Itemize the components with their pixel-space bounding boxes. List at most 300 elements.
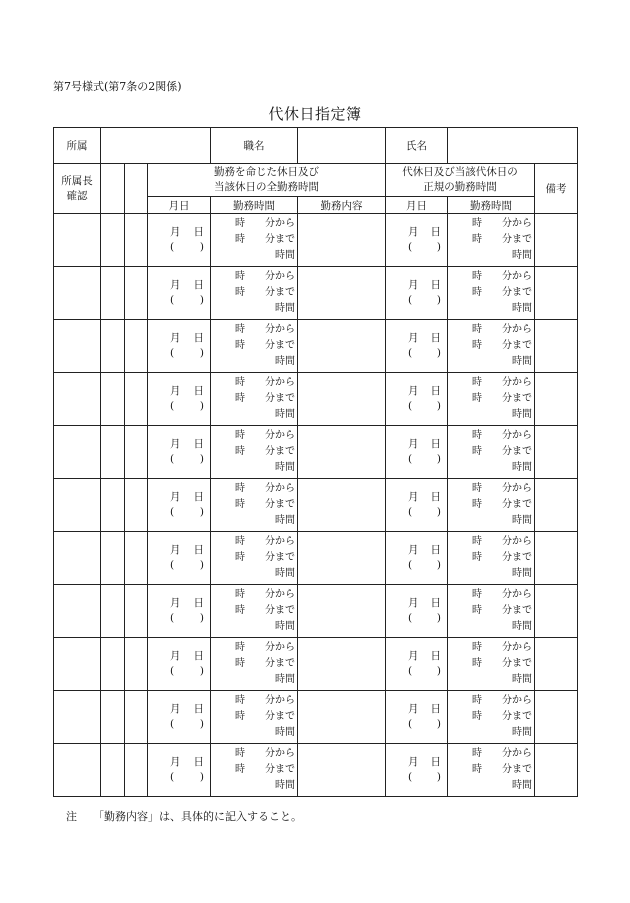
from-minutes-label: 分から bbox=[265, 536, 296, 547]
substitute-holiday-table bbox=[53, 127, 578, 797]
weekday-paren-close: ) bbox=[436, 400, 442, 412]
substitute-time-cell[interactable] bbox=[448, 320, 535, 373]
day-label: 日 bbox=[430, 650, 442, 662]
day-label: 日 bbox=[193, 650, 205, 662]
ordered-time-cell[interactable] bbox=[211, 691, 298, 744]
total-hours-label: 時間 bbox=[512, 356, 533, 367]
substitute-date-cell[interactable] bbox=[386, 479, 448, 532]
footnote-text: 「勤務内容」は、具体的に記入すること。 bbox=[93, 810, 302, 823]
day-label: 日 bbox=[430, 385, 442, 397]
substitute-holiday-header bbox=[386, 164, 535, 197]
ordered-time-cell[interactable] bbox=[211, 532, 298, 585]
hour-label: 時 bbox=[472, 764, 483, 775]
weekday-paren-open: ( bbox=[408, 559, 413, 571]
chief-confirm-line2: 確認 bbox=[66, 189, 88, 202]
day-label: 日 bbox=[193, 279, 205, 291]
month-label: 月 bbox=[170, 703, 181, 715]
hour-label: 時 bbox=[472, 340, 483, 351]
total-hours-label: 時間 bbox=[275, 780, 296, 791]
total-hours-label: 時間 bbox=[275, 409, 296, 420]
ordered-date-cell[interactable] bbox=[148, 267, 211, 320]
weekday-paren-open: ( bbox=[170, 453, 175, 465]
day-label: 日 bbox=[193, 438, 205, 450]
hour-label: 時 bbox=[235, 499, 246, 510]
hour-label: 時 bbox=[472, 393, 483, 404]
stamp-header-b bbox=[125, 164, 148, 214]
to-minutes-label: 分まで bbox=[265, 234, 296, 245]
hour-label: 時 bbox=[235, 536, 246, 547]
weekday-paren-close: ) bbox=[199, 559, 205, 571]
hour-label: 時 bbox=[472, 589, 483, 600]
hour-label: 時 bbox=[235, 711, 246, 722]
stamp-cell-a[interactable] bbox=[101, 426, 125, 479]
weekday-paren-open: ( bbox=[408, 400, 413, 412]
stamp-cell-b[interactable] bbox=[125, 214, 148, 267]
day-label: 日 bbox=[430, 438, 442, 450]
table-row bbox=[54, 585, 578, 638]
substitute-date-cell[interactable] bbox=[386, 267, 448, 320]
hour-label: 時 bbox=[472, 430, 483, 441]
document-title: 代休日指定簿 bbox=[268, 105, 362, 123]
total-hours-label: 時間 bbox=[512, 462, 533, 473]
stamp-cell-b[interactable] bbox=[125, 638, 148, 691]
ordered-time-cell[interactable] bbox=[211, 320, 298, 373]
stamp-cell-b[interactable] bbox=[125, 479, 148, 532]
hour-label: 時 bbox=[235, 324, 246, 335]
month-label: 月 bbox=[408, 597, 419, 609]
month-label: 月 bbox=[408, 650, 419, 662]
month-label: 月 bbox=[408, 756, 419, 768]
ordered-time-cell[interactable] bbox=[211, 744, 298, 797]
day-label: 日 bbox=[193, 491, 205, 503]
remarks-cell[interactable] bbox=[535, 691, 578, 744]
hour-label: 時 bbox=[235, 552, 246, 563]
substitute-time-cell[interactable] bbox=[448, 638, 535, 691]
hour-label: 時 bbox=[472, 536, 483, 547]
weekday-paren-close: ) bbox=[199, 771, 205, 783]
hour-label: 時 bbox=[472, 377, 483, 388]
stamp-cell-a[interactable] bbox=[101, 479, 125, 532]
weekday-paren-open: ( bbox=[408, 241, 413, 253]
work-content-cell[interactable] bbox=[298, 426, 386, 479]
from-minutes-label: 分から bbox=[502, 218, 533, 229]
day-label: 日 bbox=[430, 756, 442, 768]
total-hours-label: 時間 bbox=[275, 303, 296, 314]
ordered-time-cell[interactable] bbox=[211, 426, 298, 479]
month-label: 月 bbox=[170, 226, 181, 238]
stamp-cell-a[interactable] bbox=[101, 373, 125, 426]
stamp-cell-a[interactable] bbox=[101, 691, 125, 744]
ordered-month-day-header: 月日 bbox=[148, 197, 211, 214]
stamp-cell-b[interactable] bbox=[125, 426, 148, 479]
footnote bbox=[66, 808, 302, 824]
stamp-cell-a[interactable] bbox=[101, 320, 125, 373]
weekday-paren-close: ) bbox=[199, 612, 205, 624]
substitute-time-cell[interactable] bbox=[448, 267, 535, 320]
ordered-date-cell[interactable] bbox=[148, 426, 211, 479]
ordered-date-cell[interactable] bbox=[148, 214, 211, 267]
weekday-paren-close: ) bbox=[436, 559, 442, 571]
chief-confirm-cell[interactable] bbox=[54, 214, 101, 267]
substitute-time-cell[interactable] bbox=[448, 744, 535, 797]
ordered-holiday-line1: 勤務を命じた休日及び bbox=[214, 166, 319, 178]
stamp-cell-b[interactable] bbox=[125, 691, 148, 744]
hour-label: 時 bbox=[472, 695, 483, 706]
weekday-paren-open: ( bbox=[170, 718, 175, 730]
to-minutes-label: 分まで bbox=[502, 287, 533, 298]
table-row bbox=[54, 214, 578, 267]
weekday-paren-open: ( bbox=[408, 771, 413, 783]
hour-label: 時 bbox=[235, 218, 246, 229]
to-minutes-label: 分まで bbox=[502, 340, 533, 351]
ordered-date-cell[interactable] bbox=[148, 479, 211, 532]
month-label: 月 bbox=[170, 597, 181, 609]
remarks-cell[interactable] bbox=[535, 373, 578, 426]
to-minutes-label: 分まで bbox=[265, 393, 296, 404]
to-minutes-label: 分まで bbox=[502, 658, 533, 669]
from-minutes-label: 分から bbox=[265, 218, 296, 229]
hour-label: 時 bbox=[235, 430, 246, 441]
from-minutes-label: 分から bbox=[265, 483, 296, 494]
hour-label: 時 bbox=[472, 271, 483, 282]
weekday-paren-close: ) bbox=[436, 771, 442, 783]
ordered-time-cell[interactable] bbox=[211, 214, 298, 267]
ordered-date-cell[interactable] bbox=[148, 532, 211, 585]
chief-confirm-cell[interactable] bbox=[54, 373, 101, 426]
ordered-date-cell[interactable] bbox=[148, 373, 211, 426]
day-label: 日 bbox=[193, 385, 205, 397]
work-content-cell[interactable] bbox=[298, 638, 386, 691]
work-content-cell[interactable] bbox=[298, 479, 386, 532]
hour-label: 時 bbox=[472, 446, 483, 457]
from-minutes-label: 分から bbox=[265, 430, 296, 441]
hour-label: 時 bbox=[472, 642, 483, 653]
stamp-cell-a[interactable] bbox=[101, 214, 125, 267]
substitute-date-cell[interactable] bbox=[386, 532, 448, 585]
weekday-paren-open: ( bbox=[170, 559, 175, 571]
stamp-cell-b[interactable] bbox=[125, 532, 148, 585]
form-number-label: 第7号様式(第7条の2関係) bbox=[53, 80, 182, 93]
weekday-paren-open: ( bbox=[170, 400, 175, 412]
table-row bbox=[54, 638, 578, 691]
remarks-cell[interactable] bbox=[535, 532, 578, 585]
month-label: 月 bbox=[408, 226, 419, 238]
substitute-work-hours-header: 勤務時間 bbox=[448, 197, 535, 214]
substitute-date-cell[interactable] bbox=[386, 214, 448, 267]
footnote-prefix: 注 bbox=[66, 810, 77, 823]
remarks-cell[interactable] bbox=[535, 214, 578, 267]
ordered-date-cell[interactable] bbox=[148, 638, 211, 691]
remarks-cell[interactable] bbox=[535, 267, 578, 320]
remarks-cell[interactable] bbox=[535, 479, 578, 532]
ordered-date-cell[interactable] bbox=[148, 585, 211, 638]
hour-label: 時 bbox=[235, 271, 246, 282]
to-minutes-label: 分まで bbox=[265, 340, 296, 351]
table-row bbox=[54, 267, 578, 320]
day-label: 日 bbox=[430, 703, 442, 715]
work-content-cell[interactable] bbox=[298, 585, 386, 638]
hour-label: 時 bbox=[472, 499, 483, 510]
to-minutes-label: 分まで bbox=[502, 499, 533, 510]
from-minutes-label: 分から bbox=[502, 271, 533, 282]
ordered-work-hours-header: 勤務時間 bbox=[211, 197, 298, 214]
hour-label: 時 bbox=[235, 589, 246, 600]
hour-label: 時 bbox=[235, 234, 246, 245]
hour-label: 時 bbox=[235, 446, 246, 457]
ordered-time-cell[interactable] bbox=[211, 479, 298, 532]
chief-confirm-cell[interactable] bbox=[54, 585, 101, 638]
total-hours-label: 時間 bbox=[275, 462, 296, 473]
hour-label: 時 bbox=[472, 552, 483, 563]
from-minutes-label: 分から bbox=[502, 536, 533, 547]
hour-label: 時 bbox=[235, 658, 246, 669]
substitute-holiday-line1: 代休日及び当該代休日の bbox=[402, 166, 518, 178]
day-label: 日 bbox=[430, 597, 442, 609]
month-label: 月 bbox=[170, 491, 181, 503]
from-minutes-label: 分から bbox=[502, 695, 533, 706]
table-row bbox=[54, 479, 578, 532]
substitute-date-cell[interactable] bbox=[386, 373, 448, 426]
weekday-paren-close: ) bbox=[199, 294, 205, 306]
table-row bbox=[54, 426, 578, 479]
chief-confirm-cell[interactable] bbox=[54, 532, 101, 585]
to-minutes-label: 分まで bbox=[502, 605, 533, 616]
affiliation-label: 所属 bbox=[54, 128, 101, 164]
weekday-paren-open: ( bbox=[408, 347, 413, 359]
weekday-paren-open: ( bbox=[408, 294, 413, 306]
hour-label: 時 bbox=[235, 695, 246, 706]
hour-label: 時 bbox=[235, 287, 246, 298]
chief-confirm-cell[interactable] bbox=[54, 426, 101, 479]
substitute-month-day-header: 月日 bbox=[386, 197, 448, 214]
from-minutes-label: 分から bbox=[502, 589, 533, 600]
substitute-time-cell[interactable] bbox=[448, 585, 535, 638]
to-minutes-label: 分まで bbox=[265, 287, 296, 298]
day-label: 日 bbox=[430, 544, 442, 556]
hour-label: 時 bbox=[472, 324, 483, 335]
weekday-paren-open: ( bbox=[408, 453, 413, 465]
day-label: 日 bbox=[193, 597, 205, 609]
weekday-paren-close: ) bbox=[199, 347, 205, 359]
month-label: 月 bbox=[408, 544, 419, 556]
chief-confirm-cell[interactable] bbox=[54, 638, 101, 691]
month-label: 月 bbox=[408, 385, 419, 397]
substitute-time-cell[interactable] bbox=[448, 214, 535, 267]
total-hours-label: 時間 bbox=[275, 250, 296, 261]
hour-label: 時 bbox=[472, 605, 483, 616]
ordered-time-cell[interactable] bbox=[211, 638, 298, 691]
total-hours-label: 時間 bbox=[275, 727, 296, 738]
day-label: 日 bbox=[193, 703, 205, 715]
weekday-paren-close: ) bbox=[436, 294, 442, 306]
work-content-header: 勤務内容 bbox=[298, 197, 386, 214]
month-label: 月 bbox=[170, 756, 181, 768]
weekday-paren-open: ( bbox=[170, 347, 175, 359]
substitute-time-cell[interactable] bbox=[448, 426, 535, 479]
total-hours-label: 時間 bbox=[275, 568, 296, 579]
table-row bbox=[54, 320, 578, 373]
column-group-row bbox=[54, 164, 578, 197]
weekday-paren-open: ( bbox=[408, 665, 413, 677]
work-content-cell[interactable] bbox=[298, 267, 386, 320]
to-minutes-label: 分まで bbox=[265, 764, 296, 775]
work-content-cell[interactable] bbox=[298, 691, 386, 744]
from-minutes-label: 分から bbox=[265, 271, 296, 282]
affiliation-field[interactable] bbox=[101, 128, 211, 164]
total-hours-label: 時間 bbox=[275, 674, 296, 685]
hour-label: 時 bbox=[235, 483, 246, 494]
total-hours-label: 時間 bbox=[275, 621, 296, 632]
ordered-date-cell[interactable] bbox=[148, 691, 211, 744]
substitute-date-cell[interactable] bbox=[386, 320, 448, 373]
chief-confirm-header bbox=[54, 164, 101, 214]
table-row bbox=[54, 691, 578, 744]
hour-label: 時 bbox=[472, 658, 483, 669]
weekday-paren-open: ( bbox=[170, 771, 175, 783]
work-content-cell[interactable] bbox=[298, 214, 386, 267]
weekday-paren-close: ) bbox=[199, 506, 205, 518]
from-minutes-label: 分から bbox=[502, 324, 533, 335]
stamp-cell-a[interactable] bbox=[101, 744, 125, 797]
stamp-cell-b[interactable] bbox=[125, 585, 148, 638]
to-minutes-label: 分まで bbox=[265, 711, 296, 722]
substitute-time-cell[interactable] bbox=[448, 373, 535, 426]
total-hours-label: 時間 bbox=[512, 674, 533, 685]
remarks-cell[interactable] bbox=[535, 638, 578, 691]
day-label: 日 bbox=[430, 279, 442, 291]
substitute-date-cell[interactable] bbox=[386, 426, 448, 479]
weekday-paren-close: ) bbox=[436, 453, 442, 465]
chief-confirm-cell[interactable] bbox=[54, 479, 101, 532]
stamp-header-a bbox=[101, 164, 125, 214]
month-label: 月 bbox=[170, 438, 181, 450]
hour-label: 時 bbox=[235, 605, 246, 616]
to-minutes-label: 分まで bbox=[502, 393, 533, 404]
ordered-holiday-line2: 当該休日の全勤務時間 bbox=[214, 181, 319, 193]
to-minutes-label: 分まで bbox=[265, 499, 296, 510]
stamp-cell-b[interactable] bbox=[125, 373, 148, 426]
total-hours-label: 時間 bbox=[275, 515, 296, 526]
hour-label: 時 bbox=[472, 218, 483, 229]
weekday-paren-close: ) bbox=[199, 241, 205, 253]
total-hours-label: 時間 bbox=[512, 727, 533, 738]
weekday-paren-open: ( bbox=[408, 718, 413, 730]
stamp-cell-b[interactable] bbox=[125, 267, 148, 320]
from-minutes-label: 分から bbox=[265, 748, 296, 759]
table-row bbox=[54, 373, 578, 426]
weekday-paren-open: ( bbox=[170, 665, 175, 677]
stamp-cell-a[interactable] bbox=[101, 585, 125, 638]
work-content-cell[interactable] bbox=[298, 320, 386, 373]
substitute-time-cell[interactable] bbox=[448, 691, 535, 744]
name-label: 氏名 bbox=[386, 128, 448, 164]
remarks-cell[interactable] bbox=[535, 426, 578, 479]
ordered-date-cell[interactable] bbox=[148, 744, 211, 797]
name-field[interactable] bbox=[448, 128, 578, 164]
total-hours-label: 時間 bbox=[512, 568, 533, 579]
total-hours-label: 時間 bbox=[512, 303, 533, 314]
stamp-cell-a[interactable] bbox=[101, 267, 125, 320]
total-hours-label: 時間 bbox=[512, 621, 533, 632]
weekday-paren-open: ( bbox=[170, 612, 175, 624]
substitute-date-cell[interactable] bbox=[386, 638, 448, 691]
chief-confirm-cell[interactable] bbox=[54, 320, 101, 373]
weekday-paren-close: ) bbox=[436, 506, 442, 518]
remarks-cell[interactable] bbox=[535, 585, 578, 638]
ordered-time-cell[interactable] bbox=[211, 267, 298, 320]
to-minutes-label: 分まで bbox=[502, 234, 533, 245]
ordered-time-cell[interactable] bbox=[211, 373, 298, 426]
remarks-cell[interactable] bbox=[535, 744, 578, 797]
total-hours-label: 時間 bbox=[512, 409, 533, 420]
substitute-time-cell[interactable] bbox=[448, 479, 535, 532]
from-minutes-label: 分から bbox=[265, 695, 296, 706]
hour-label: 時 bbox=[472, 287, 483, 298]
hour-label: 時 bbox=[472, 483, 483, 494]
table-row bbox=[54, 532, 578, 585]
to-minutes-label: 分まで bbox=[502, 552, 533, 563]
chief-confirm-cell[interactable] bbox=[54, 267, 101, 320]
to-minutes-label: 分まで bbox=[265, 446, 296, 457]
chief-confirm-cell[interactable] bbox=[54, 691, 101, 744]
month-label: 月 bbox=[170, 279, 181, 291]
work-content-cell[interactable] bbox=[298, 532, 386, 585]
month-label: 月 bbox=[170, 332, 181, 344]
weekday-paren-open: ( bbox=[170, 241, 175, 253]
to-minutes-label: 分まで bbox=[265, 552, 296, 563]
hour-label: 時 bbox=[472, 711, 483, 722]
hour-label: 時 bbox=[235, 393, 246, 404]
ordered-time-cell[interactable] bbox=[211, 585, 298, 638]
remarks-cell[interactable] bbox=[535, 320, 578, 373]
hour-label: 時 bbox=[235, 377, 246, 388]
day-label: 日 bbox=[430, 332, 442, 344]
substitute-time-cell[interactable] bbox=[448, 532, 535, 585]
from-minutes-label: 分から bbox=[502, 642, 533, 653]
substitute-date-cell[interactable] bbox=[386, 585, 448, 638]
chief-confirm-line1: 所属長 bbox=[61, 174, 93, 187]
from-minutes-label: 分から bbox=[502, 483, 533, 494]
work-content-cell[interactable] bbox=[298, 744, 386, 797]
month-label: 月 bbox=[170, 650, 181, 662]
substitute-date-cell[interactable] bbox=[386, 691, 448, 744]
hour-label: 時 bbox=[235, 764, 246, 775]
day-label: 日 bbox=[430, 491, 442, 503]
work-content-cell[interactable] bbox=[298, 373, 386, 426]
from-minutes-label: 分から bbox=[502, 430, 533, 441]
day-label: 日 bbox=[193, 544, 205, 556]
stamp-cell-a[interactable] bbox=[101, 532, 125, 585]
from-minutes-label: 分から bbox=[265, 324, 296, 335]
stamp-cell-a[interactable] bbox=[101, 638, 125, 691]
weekday-paren-close: ) bbox=[199, 400, 205, 412]
weekday-paren-close: ) bbox=[436, 347, 442, 359]
ordered-date-cell[interactable] bbox=[148, 320, 211, 373]
from-minutes-label: 分から bbox=[265, 642, 296, 653]
month-label: 月 bbox=[170, 385, 181, 397]
position-field[interactable] bbox=[298, 128, 386, 164]
substitute-date-cell[interactable] bbox=[386, 744, 448, 797]
chief-confirm-cell[interactable] bbox=[54, 744, 101, 797]
stamp-cell-b[interactable] bbox=[125, 320, 148, 373]
weekday-paren-close: ) bbox=[199, 665, 205, 677]
weekday-paren-close: ) bbox=[199, 453, 205, 465]
to-minutes-label: 分まで bbox=[265, 605, 296, 616]
stamp-cell-b[interactable] bbox=[125, 744, 148, 797]
total-hours-label: 時間 bbox=[512, 250, 533, 261]
month-label: 月 bbox=[408, 279, 419, 291]
weekday-paren-close: ) bbox=[436, 241, 442, 253]
